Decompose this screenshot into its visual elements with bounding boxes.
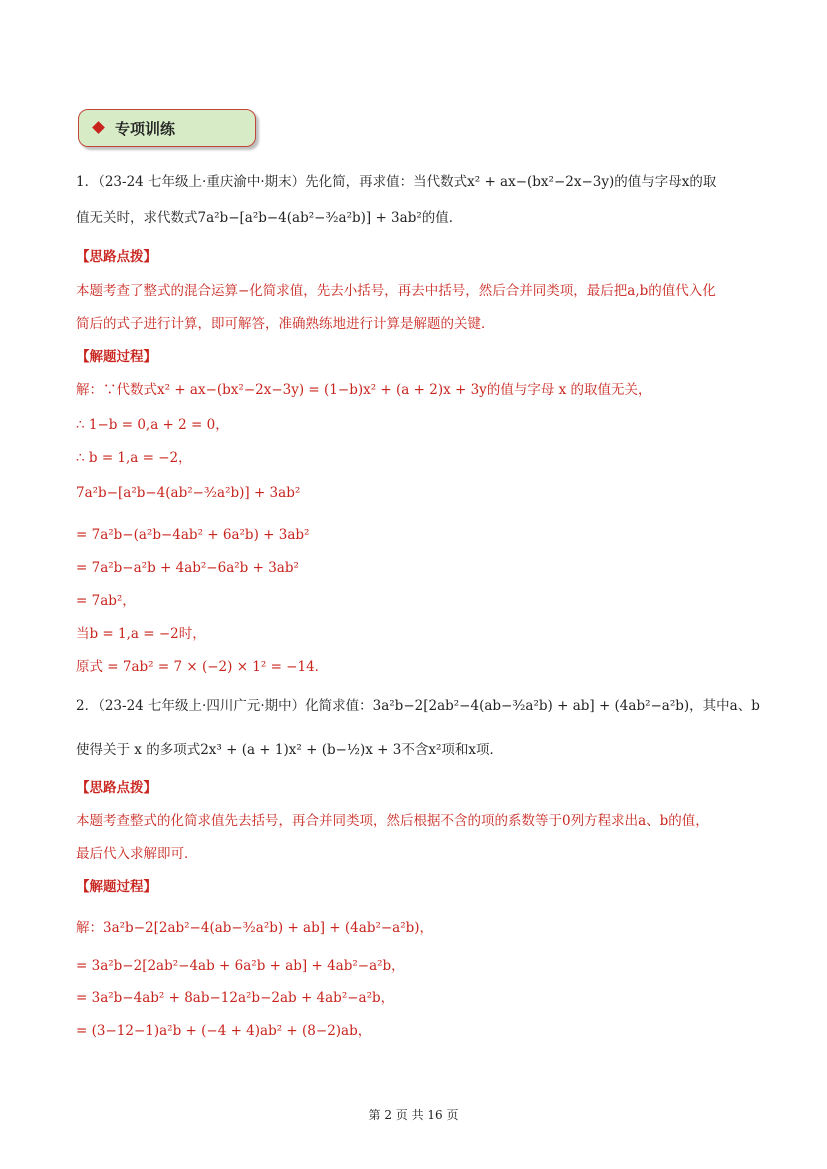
q1-solution-step1: 解：∵代数式x² + ax−(bx²−2x−3y) = (1−b)x² + (a + 2)x + 3y的值与字母 x 的取值无关， (76, 382, 652, 398)
q2-solution-step1: 解：3a²b−2[2ab²−4(ab−³⁄₂a²b) + ab] + (4ab²−a²b)， (76, 920, 434, 936)
q1-solution-heading: 【解题过程】 (76, 349, 157, 365)
section-banner (78, 109, 256, 147)
q1-solution-step9: 原式 = 7ab² = 7 × (−2) × 1² = −14． (76, 659, 329, 675)
q2-solution-heading: 【解题过程】 (76, 879, 157, 895)
q1-solution-step4: 7a²b−[a²b−4(ab²−³⁄₂a²b)] + 3ab² (76, 485, 301, 501)
diamond-icon (92, 121, 105, 134)
q1-statement-line1: 1．（23-24 七年级上·重庆渝中·期末）先化简，再求值：当代数式x² + ax−(bx²−2x−3y)的值与字母x的取 (76, 174, 717, 190)
q2-solution-step2: = 3a²b−2[2ab²−4ab + 6a²b + ab] + 4ab²−a²b， (76, 958, 405, 974)
q1-solution-step7: = 7ab²， (76, 593, 136, 609)
q2-statement-line2: 使得关于 x 的多项式2x³ + (a + 1)x² + (b−½)x + 3不含x²项和x项． (76, 742, 503, 758)
q1-hint-line2: 简后的式子进行计算，即可解答，准确熟练地进行计算是解题的关键． (76, 316, 495, 332)
q1-solution-step6: = 7a²b−a²b + 4ab²−6a²b + 3ab² (76, 560, 299, 576)
q1-hint-heading: 【思路点拨】 (76, 249, 157, 265)
page-footer: 第 2 页 共 16 页 (368, 1108, 459, 1122)
q1-statement-line2: 值无关时，求代数式7a²b−[a²b−4(ab²−³⁄₂a²b)] + 3ab²的值． (76, 210, 463, 226)
q2-hint-line2: 最后代入求解即可． (76, 846, 198, 862)
q2-solution-step3: = 3a²b−4ab² + 8ab−12a²b−2ab + 4ab²−a²b， (76, 990, 395, 1006)
section-title: 专项训练 (115, 120, 176, 138)
q1-solution-step2: ∴ 1−b = 0,a + 2 = 0， (76, 417, 229, 433)
q1-solution-step3: ∴ b = 1,a = −2， (76, 450, 192, 466)
q2-solution-step4: = (3−12−1)a²b + (−4 + 4)ab² + (8−2)ab， (76, 1023, 372, 1039)
q2-hint-line1: 本题考查整式的化简求值先去括号，再合并同类项，然后根据不含的项的系数等于0列方程求出a、b的值， (76, 813, 709, 829)
q1-solution-step8: 当b = 1,a = −2时， (76, 626, 206, 642)
q1-hint-line1: 本题考查了整式的混合运算−化简求值，先去小括号，再去中括号，然后合并同类项，最后把a,b的值代入化 (76, 283, 716, 299)
q2-hint-heading: 【思路点拨】 (76, 780, 157, 796)
q1-solution-step5: = 7a²b−(a²b−4ab² + 6a²b) + 3ab² (76, 527, 310, 543)
q2-statement-line1: 2．（23-24 七年级上·四川广元·期中）化简求值：3a²b−2[2ab²−4(ab−³⁄₂a²b) + ab] + (4ab²−a²b)，其中a、b (76, 698, 760, 714)
